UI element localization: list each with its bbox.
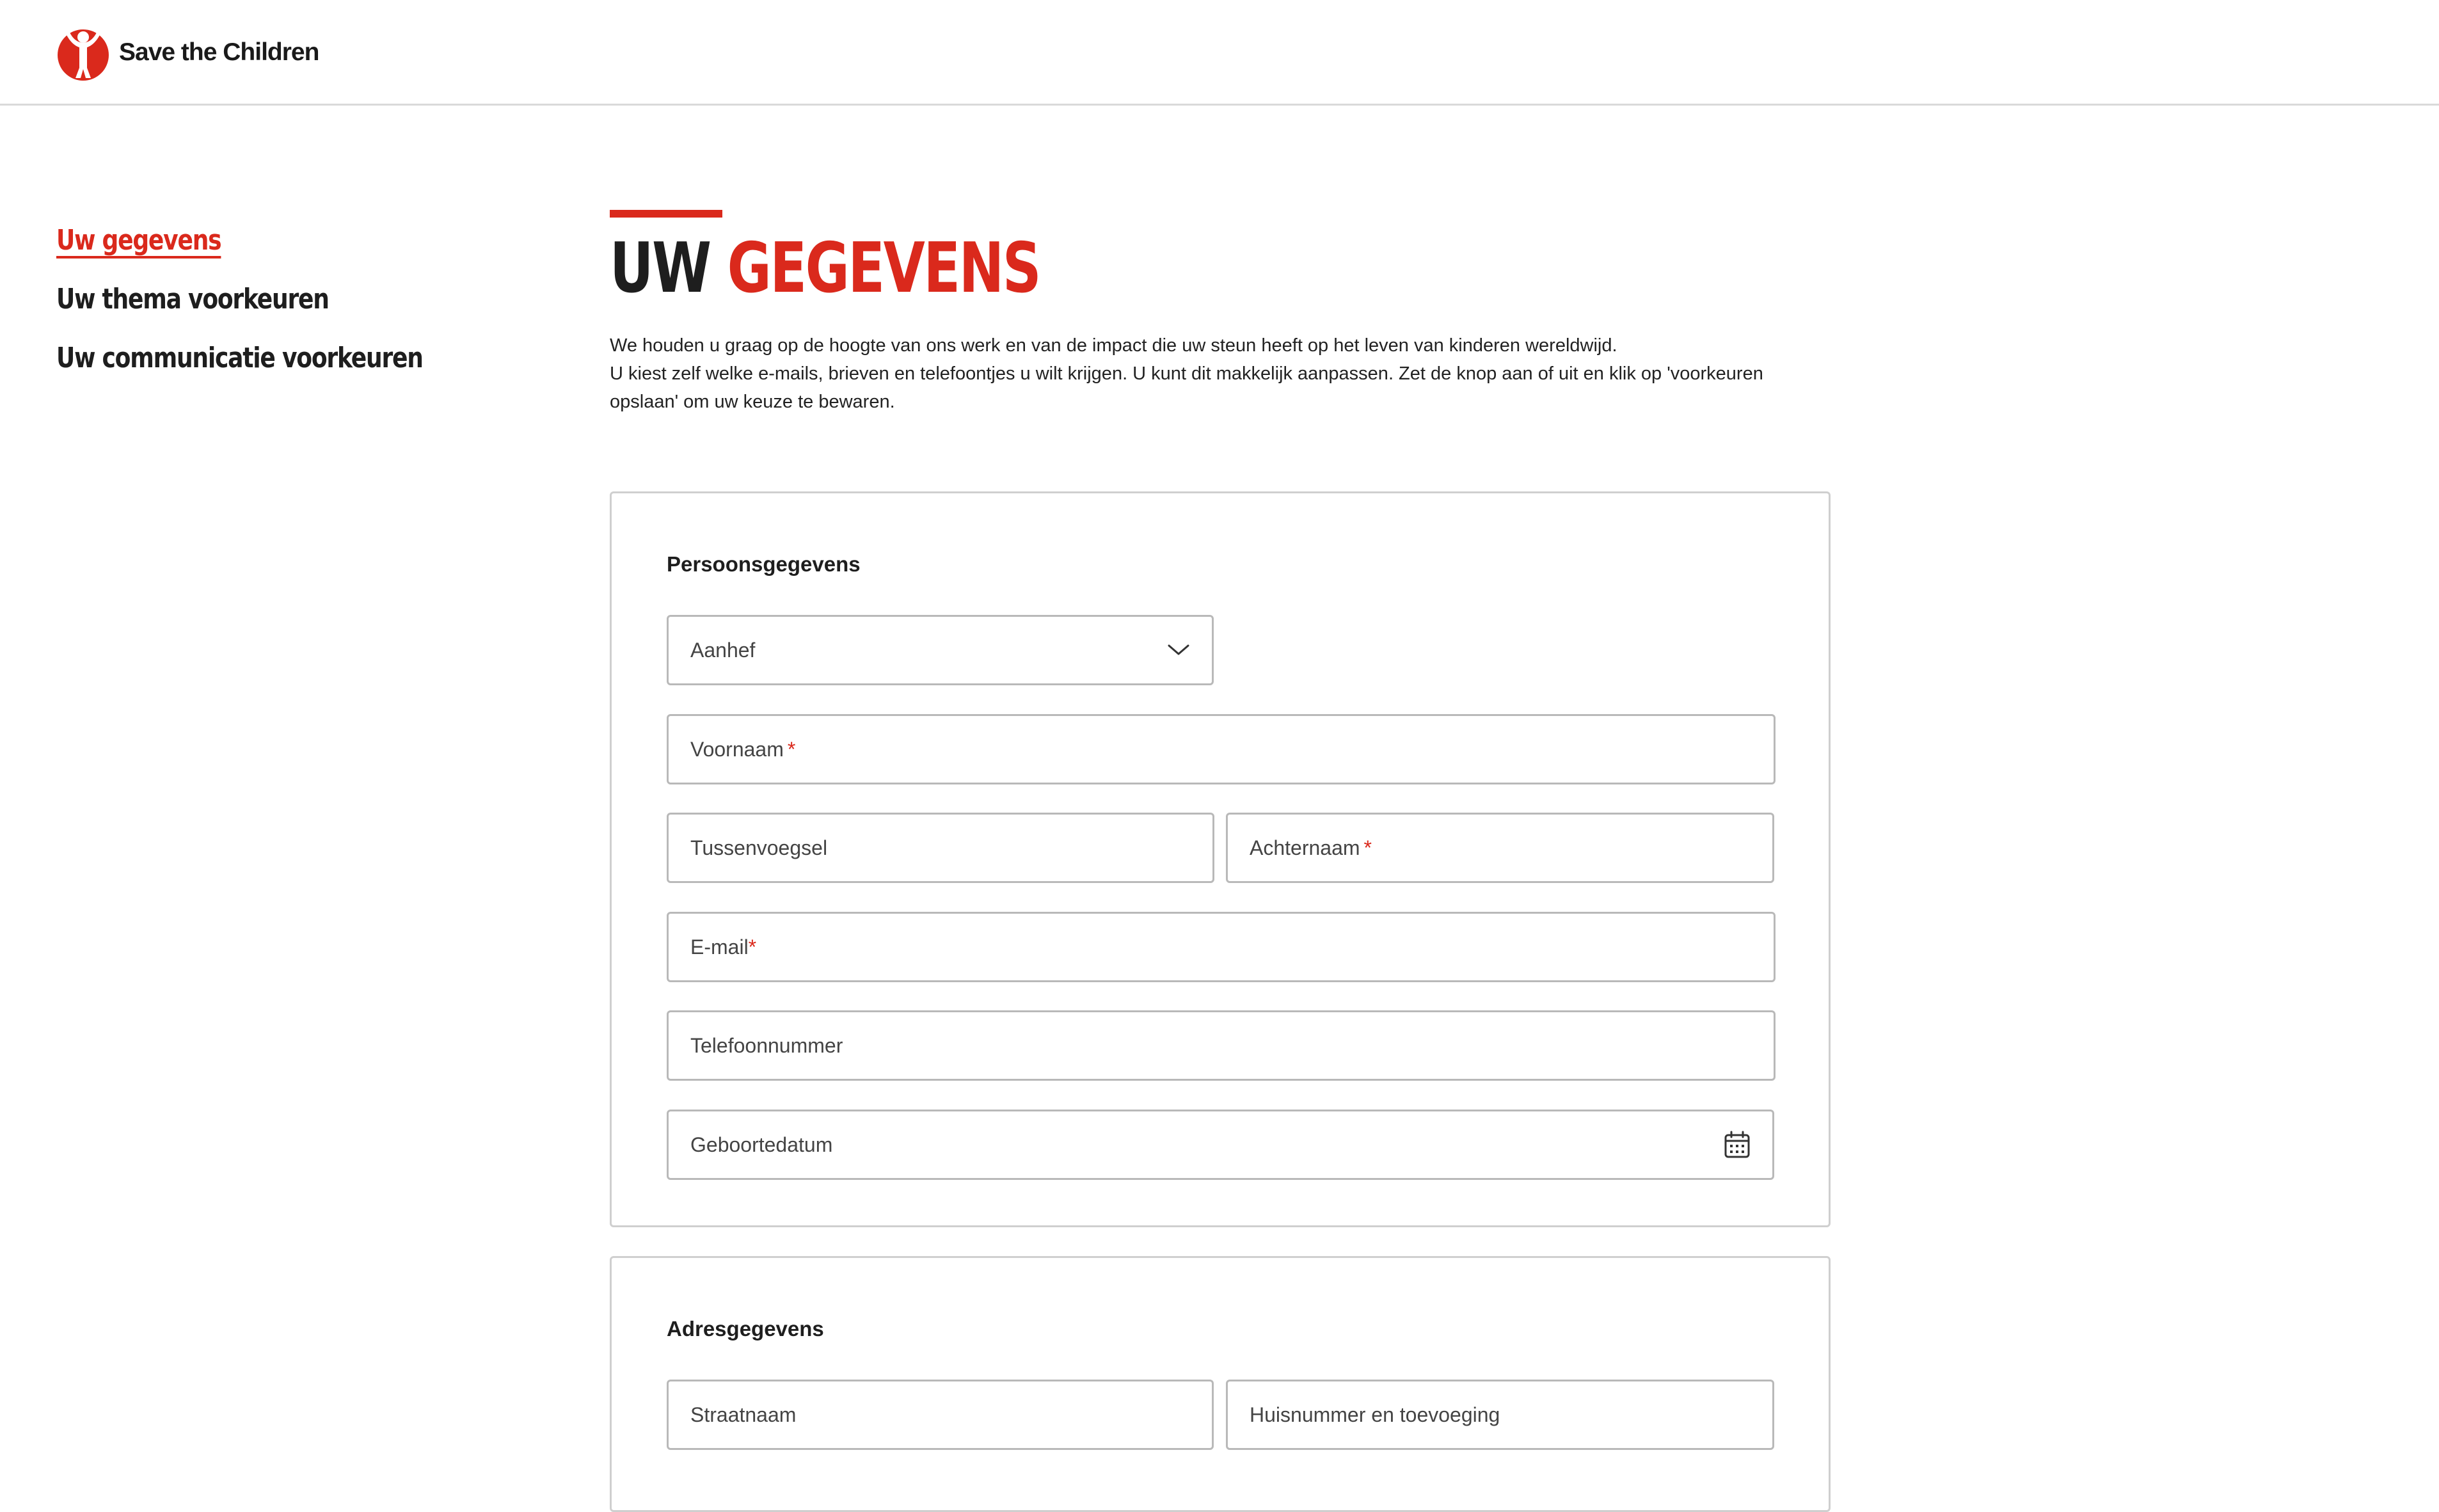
email-label: E-mail <box>690 935 749 959</box>
site-header <box>0 0 2439 106</box>
page-title-part2: GEGEVENS <box>727 228 1040 308</box>
personal-details-card <box>610 491 1831 1227</box>
required-mark: * <box>787 737 796 761</box>
tussenvoegsel-input[interactable] <box>667 813 1214 883</box>
voornaam-input[interactable] <box>667 714 1776 784</box>
telefoonnummer-input[interactable] <box>667 1010 1776 1081</box>
logo[interactable] <box>56 23 319 82</box>
email-input[interactable] <box>667 912 1776 982</box>
address-details-card <box>610 1256 1831 1512</box>
side-navigation <box>56 211 504 388</box>
save-the-children-logo-icon <box>56 23 110 82</box>
personal-details-title: Persoonsgegevens <box>667 552 861 576</box>
straatnaam-label: Straatnaam <box>690 1403 797 1426</box>
page-title-part1: UW <box>610 228 710 308</box>
calendar-icon[interactable] <box>1724 1131 1751 1159</box>
intro-text <box>610 331 1831 416</box>
required-mark: * <box>1363 836 1372 859</box>
achternaam-input[interactable] <box>1226 813 1774 883</box>
sidebar-item-uw-gegevens[interactable]: Uw gegevens <box>56 224 221 257</box>
geboortedatum-label: Geboortedatum <box>690 1133 833 1156</box>
intro-line-1: We houden u graag op de hoogte van ons werk en van de impact die uw steun heeft op het leven van kinderen wereldwijd. <box>610 335 1617 356</box>
address-details-title: Adresgegevens <box>667 1317 824 1341</box>
geboortedatum-input[interactable] <box>667 1110 1774 1180</box>
title-accent-bar <box>610 210 722 218</box>
aanhef-label: Aanhef <box>690 638 756 662</box>
achternaam-label: Achternaam <box>1250 836 1360 859</box>
main-content <box>610 210 1831 416</box>
sidebar-item-uw-communicatie-voorkeuren[interactable]: Uw communicatie voorkeuren <box>56 342 423 374</box>
voornaam-label: Voornaam <box>690 737 784 761</box>
telefoonnummer-label: Telefoonnummer <box>690 1033 843 1057</box>
chevron-down-icon <box>1167 644 1190 657</box>
tussenvoegsel-label: Tussenvoegsel <box>690 836 828 859</box>
page-title <box>610 229 1562 308</box>
straatnaam-input[interactable] <box>667 1380 1214 1450</box>
aanhef-select[interactable] <box>667 615 1214 685</box>
logo-text: Save the Children <box>119 38 319 66</box>
huisnummer-input[interactable] <box>1226 1380 1774 1450</box>
huisnummer-label: Huisnummer en toevoeging <box>1250 1403 1500 1426</box>
intro-line-2: U kiest zelf welke e-mails, brieven en telefoontjes u wilt krijgen. U kunt dit makkelijk aanpassen. Zet de knop aan of uit en klik op 'voorkeuren opslaan' om uw keuze te bewaren. <box>610 363 1763 412</box>
required-mark: * <box>748 935 757 959</box>
sidebar-item-uw-thema-voorkeuren[interactable]: Uw thema voorkeuren <box>56 283 329 315</box>
